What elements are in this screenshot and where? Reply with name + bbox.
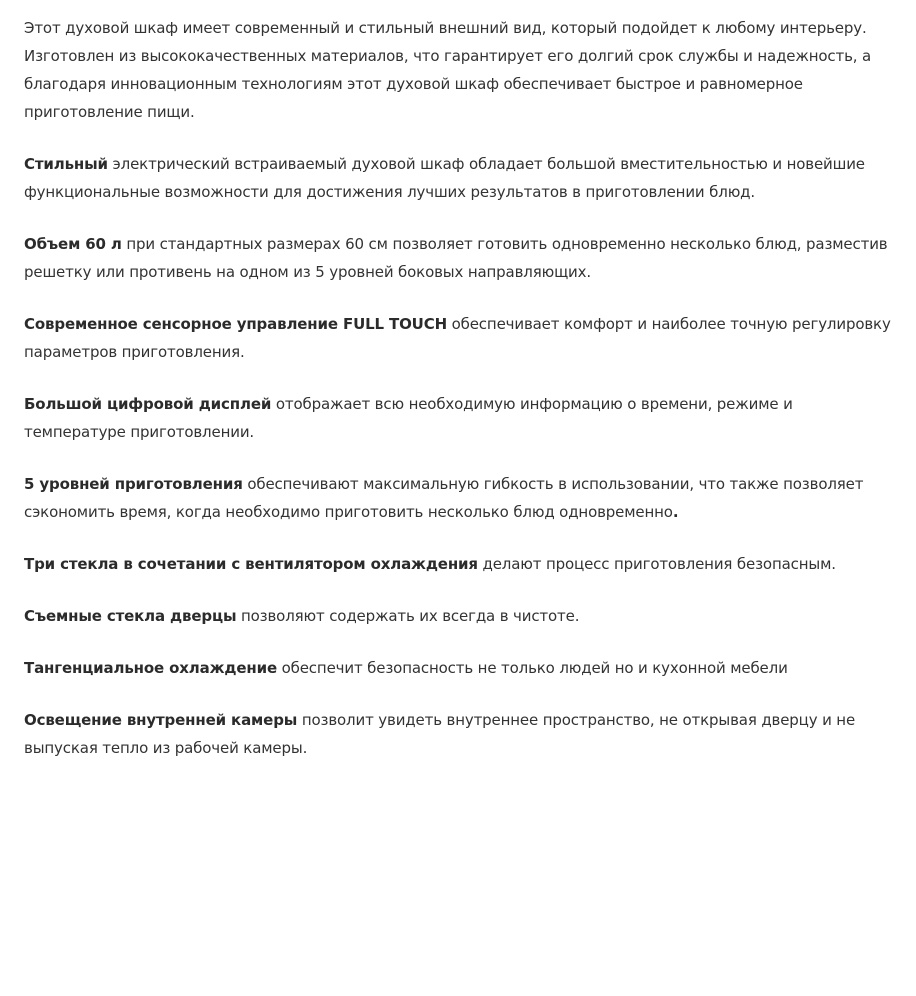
feature-title: Стильный [24,155,108,173]
feature-text: отображает всю необходимую информацию о времени, режиме и температуре приготовлении. [24,395,793,441]
feature-glass-cooling [24,550,892,578]
feature-title: 5 уровней приготовления [24,475,243,493]
feature-text: позволяют содержать их всегда в чистоте. [236,607,580,625]
feature-title: Освещение внутренней камеры [24,711,298,729]
feature-text: делают процесс приготовления безопасным. [477,555,836,573]
feature-text: позволит увидеть внутреннее пространство, не открывая дверцу и не выпуская тепло из рабочей камеры. [24,711,856,757]
feature-title: Тангенциальное охлаждение [24,659,277,677]
feature-lighting [24,706,892,762]
feature-title: Большой цифровой дисплей [24,395,272,413]
feature-title: Современное сенсорное управление FULL TOUCH [24,315,447,333]
feature-levels [24,470,892,526]
feature-tangential-cooling [24,654,892,682]
feature-text: электрический встраиваемый духовой шкаф обладает большой вместительностью и новейшие функциональные возможности для достижения лучших результатов в приготовлении блюд. [24,155,865,201]
feature-stylish [24,150,892,206]
intro-paragraph: Этот духовой шкаф имеет современный и стильный внешний вид, который подойдет к любому интерьеру. Изготовлен из высококачественных материалов, что гарантирует его долгий срок службы и надежность, а благодаря инновационным технологиям этот духовой шкаф обеспечивает быстрое и равномерное приготовление пищи. [24,19,872,121]
feature-removable-glass [24,602,892,630]
feature-tail: . [672,503,679,521]
feature-title: Съемные стекла дверцы [24,607,237,625]
feature-volume [24,230,892,286]
feature-touch-control [24,310,892,366]
feature-text: обеспечивает комфорт и наиболее точную регулировку параметров приготовления. [24,315,891,361]
feature-text: обеспечивают максимальную гибкость в использовании, что также позволяет сэкономить время, когда необходимо приготовить несколько блюд одновременно [24,475,864,521]
feature-title: Три стекла в сочетании с вентилятором охлаждения [24,555,478,573]
feature-title: Объем 60 л [24,235,122,253]
feature-text: при стандартных размерах 60 см позволяет готовить одновременно несколько блюд, разместив решетку или противень на одном из 5 уровней боковых направляющих. [24,235,888,281]
feature-text: обеспечит безопасность не только людей но и кухонной мебели [276,659,788,677]
feature-display [24,390,892,446]
